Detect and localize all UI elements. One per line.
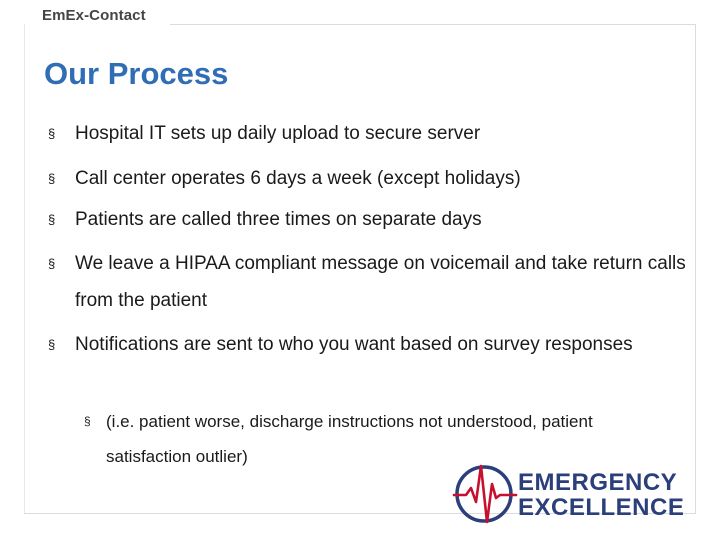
logo-text-line2: EXCELLENCE — [518, 494, 685, 521]
bullet-item — [48, 245, 715, 319]
bullet-item — [48, 160, 521, 197]
bullet-marker-icon: § — [48, 171, 56, 186]
bullet-marker-icon: § — [48, 212, 56, 227]
bullet-text: Patients are called three times on separate days — [75, 209, 482, 230]
bullet-marker-icon: § — [48, 337, 56, 352]
bullet-text: We leave a HIPAA compliant message on voicemail and take return calls from the patient — [75, 253, 686, 311]
bullet-text: Hospital IT sets up daily upload to secure server — [75, 123, 481, 144]
logo-text-line1: EMERGENCY — [518, 469, 678, 496]
bullet-text: Call center operates 6 days a week (except holidays) — [75, 168, 521, 189]
bullet-marker-icon: § — [48, 126, 56, 141]
bullet-item — [48, 115, 480, 152]
sub-bullet-marker-icon: § — [84, 414, 91, 428]
bullet-marker-icon: § — [48, 256, 56, 271]
bullet-item — [48, 201, 482, 238]
bullet-item — [48, 326, 685, 363]
slide-title: Our Process — [44, 56, 229, 91]
sub-bullet-text: (i.e. patient worse, discharge instructions not understood, patient satisfaction outlier) — [106, 412, 593, 466]
brand-tag: EmEx-Contact — [42, 7, 146, 24]
bullet-text: Notifications are sent to who you want based on survey responses — [75, 334, 633, 355]
